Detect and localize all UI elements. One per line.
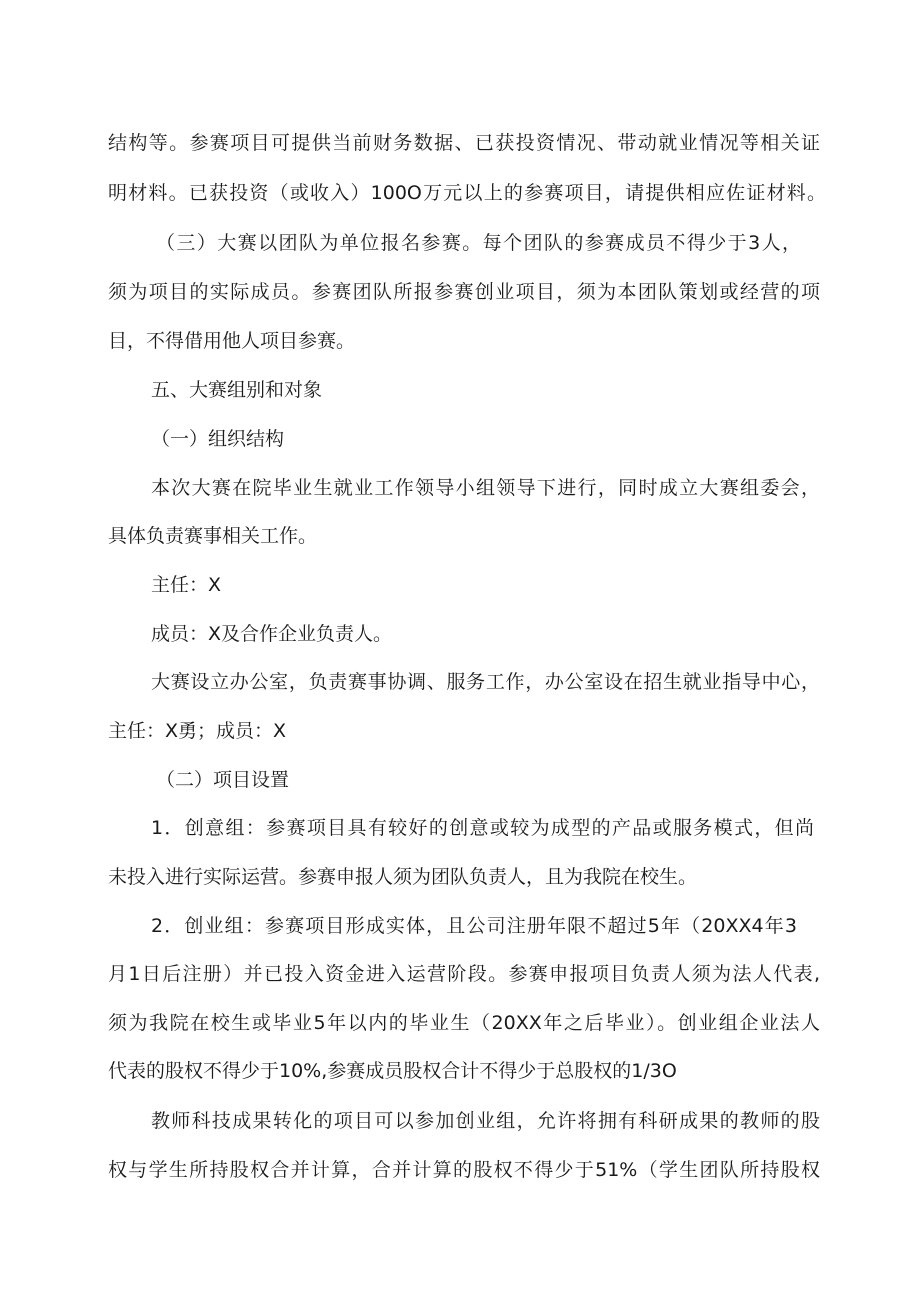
paragraph-line: 结构等。参赛项目可提供当前财务数据、已获投资情况、带动就业情况等相关证 (108, 132, 820, 154)
paragraph-line: （三）大赛以团队为单位报名参赛。每个团队的参赛成员不得少于3人， (156, 232, 801, 254)
paragraph-line: 须为项目的实际成员。参赛团队所报参赛创业项目，须为本团队策划或经营的项 (108, 281, 820, 303)
paragraph-line: 主任：X (151, 574, 222, 596)
paragraph-line: 明材料。已获投资（或收入）100O万元以上的参赛项目，请提供相应佐证材料。 (108, 182, 826, 204)
paragraph-line: 目，不得借用他人项目参赛。 (108, 330, 356, 352)
paragraph-line: 2．创业组：参赛项目形成实体，且公司注册年限不超过5年（20XX4年3 (151, 915, 797, 937)
paragraph-line: 代表的股权不得少于10%,参赛成员股权合计不得少于总股权的1/3O (108, 1060, 677, 1082)
subsection-heading: （一）组织结构 (151, 428, 285, 450)
paragraph-line: 主任：X勇；成员：X (108, 720, 287, 742)
paragraph-line: 教师科技成果转化的项目可以参加创业组，允许将拥有科研成果的教师的股 (151, 1110, 820, 1132)
paragraph-line: 须为我院在校生或毕业5年以内的毕业生（20XX年之后毕业）。创业组企业法人 (108, 1012, 820, 1034)
subsection-heading: （二）项目设置 (156, 769, 290, 791)
paragraph-line: 月1日后注册）并已投入资金进入运营阶段。参赛申报项目负责人须为法人代表, (108, 963, 820, 985)
paragraph-line: 权与学生所持股权合并计算，合并计算的股权不得少于51%（学生团队所持股权 (108, 1159, 820, 1181)
paragraph-line: 本次大赛在院毕业生就业工作领导小组领导下进行，同时成立大赛组委会， (151, 477, 820, 499)
paragraph-line: 大赛设立办公室，负责赛事协调、服务工作，办公室设在招生就业指导中心， (151, 671, 820, 693)
section-heading: 五、大赛组别和对象 (151, 379, 323, 401)
paragraph-line: 未投入进行实际运营。参赛申报人须为团队负责人，且为我院在校生。 (108, 866, 698, 888)
paragraph-line: 具体负责赛事相关工作。 (108, 525, 318, 547)
paragraph-line: 1．创意组：参赛项目具有较好的创意或较为成型的产品或服务模式，但尚 (151, 817, 814, 839)
paragraph-line: 成员：X及合作企业负责人。 (151, 623, 393, 645)
